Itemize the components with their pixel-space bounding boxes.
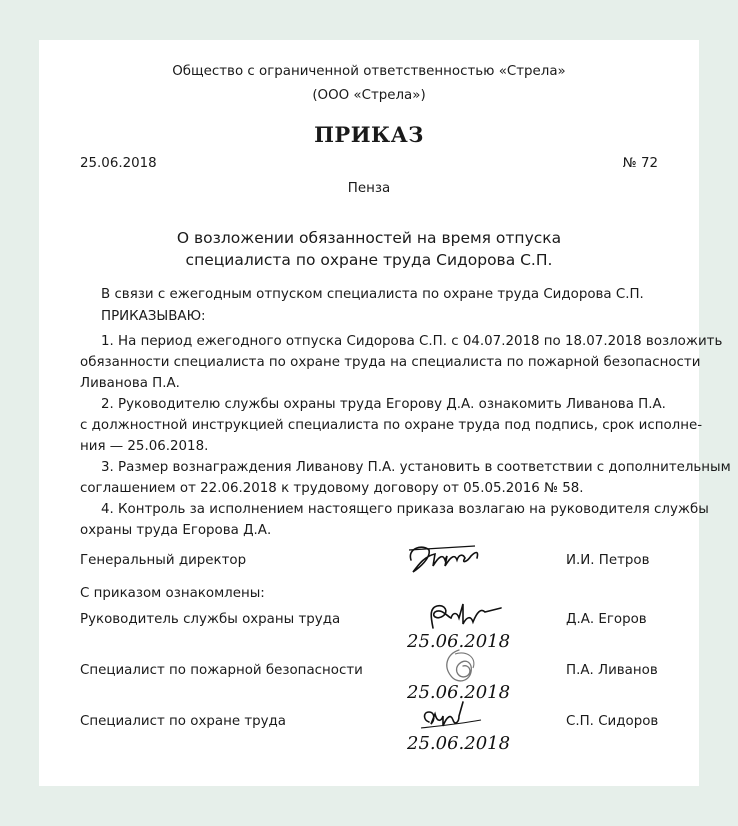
document-title: ПРИКАЗ	[314, 122, 424, 147]
order-date: 25.06.2018	[80, 156, 157, 171]
acquainted-date: 25.06.2018	[407, 733, 511, 754]
document-page	[39, 40, 731, 786]
signature-egorov	[423, 598, 503, 634]
acquainted-name: Д.А. Егоров	[566, 612, 647, 627]
intro-paragraph: В связи с ежегодным отпуском специалиста по охране труда Сидорова С.П.	[101, 287, 644, 302]
org-full-name: Общество с ограниченной ответственностью «Стрела»	[172, 64, 566, 79]
acquainted-position: Специалист по охране труда	[80, 714, 287, 729]
signature-sidorov	[419, 698, 495, 734]
acquainted-name: С.П. Сидоров	[566, 714, 659, 729]
acquainted-position: Специалист по пожарной безопасности	[80, 663, 363, 678]
acquainted-date: 25.06.2018	[407, 631, 511, 652]
body-line: охраны труда Егорова Д.А.	[80, 523, 272, 538]
body-line: Ливанова П.А.	[80, 376, 180, 391]
subject-line-2: специалиста по охране труда Сидорова С.П.	[185, 251, 553, 269]
body-line: 3. Размер вознаграждения Ливанову П.А. установить в соответствии с дополнительным	[101, 460, 731, 475]
body-line: соглашением от 22.06.2018 к трудовому договору от 05.05.2016 № 58.	[80, 481, 584, 496]
director-position: Генеральный директор	[80, 553, 247, 568]
acquainted-date: 25.06.2018	[407, 682, 511, 703]
director-name: И.И. Петров	[566, 553, 650, 568]
body-line: с должностной инструкцией специалиста по охране труда под подпись, срок исполне-	[80, 418, 703, 433]
body-line: 2. Руководителю службы охраны труда Егорову Д.А. ознакомить Ливанова П.А.	[101, 397, 666, 412]
acquainted-name: П.А. Ливанов	[566, 663, 658, 678]
subject-line-1: О возложении обязанностей на время отпуска	[176, 229, 562, 247]
order-word: ПРИКАЗЫВАЮ:	[101, 309, 206, 324]
director-signature	[405, 538, 481, 578]
body-line: обязанности специалиста по охране труда на специалиста по пожарной безопасности	[80, 355, 701, 370]
city: Пенза	[347, 181, 391, 196]
body-line: ния — 25.06.2018.	[80, 439, 209, 454]
acquainted-position: Руководитель службы охраны труда	[80, 612, 341, 627]
body-line: 1. На период ежегодного отпуска Сидорова С.П. с 04.07.2018 по 18.07.2018 возложить	[101, 334, 723, 349]
acquainted-heading: С приказом ознакомлены:	[80, 586, 265, 601]
org-short-name: (ООО «Стрела»)	[312, 88, 426, 103]
body-line: 4. Контроль за исполнением настоящего приказа возлагаю на руководителя службы	[101, 502, 709, 517]
order-number: № 72	[622, 156, 658, 171]
